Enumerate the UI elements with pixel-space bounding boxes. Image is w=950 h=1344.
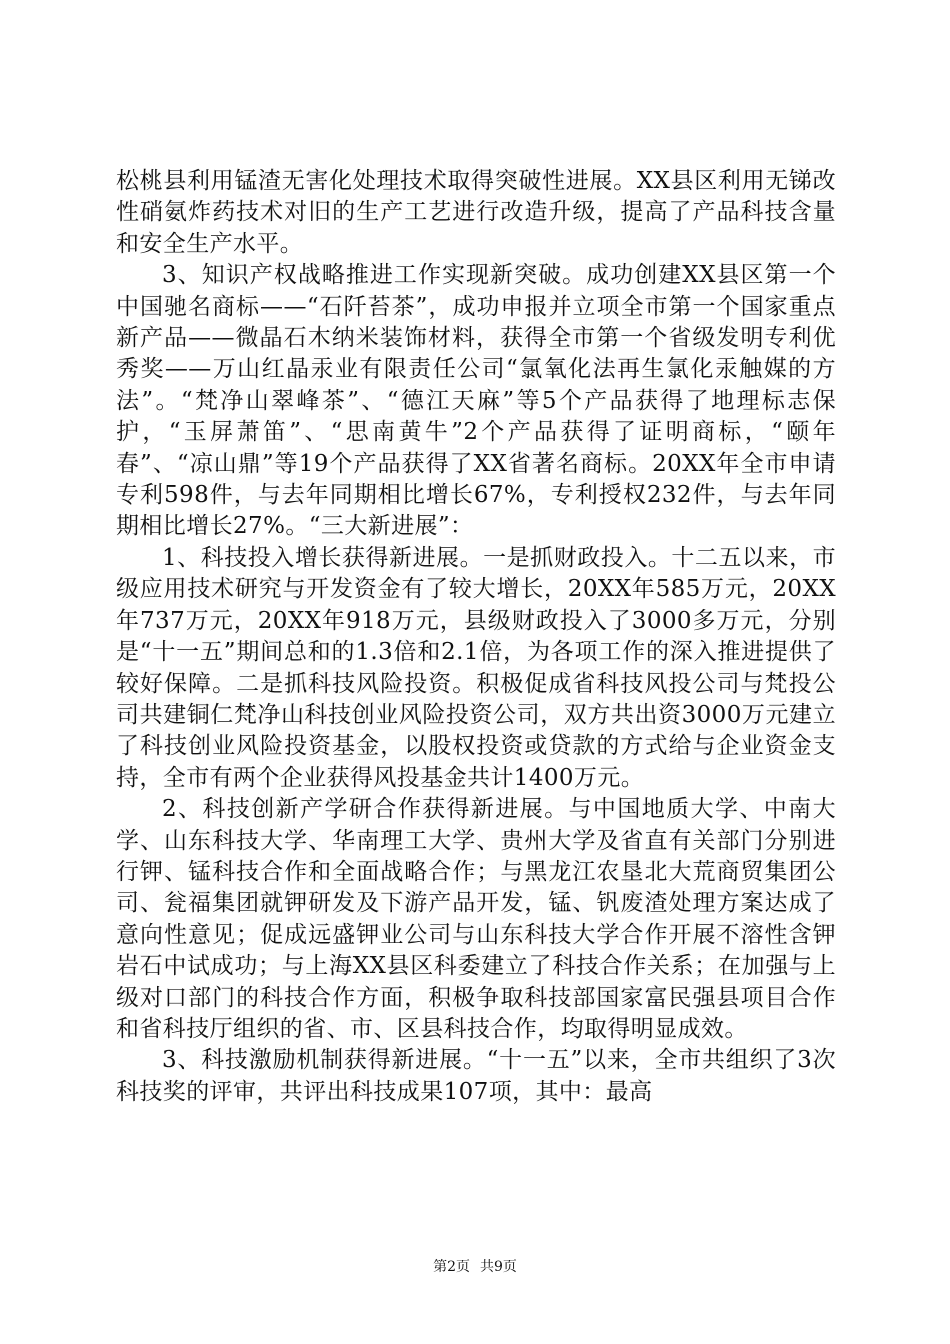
paragraph-5: 3、科技激励机制获得新进展。“十一五”以来，全市共组织了3次科技奖的评审，共评出科技成果107项，其中：最高 [116,1047,836,1105]
paragraph-3: 1、科技投入增长获得新进展。一是抓财政投入。十二五以来，市级应用技术研究与开发资金有了较大增长，20XX年585万元，20XX年737万元，20XX年918万元，县级财政投入了3000多万元，分别是“十一五”期间总和的1.3倍和2.1倍，为各项工作的深入推进提供了较好保障。二是抓科技风险投资。积极促成省科技风投公司与梵投公司共建铜仁梵净山科技创业风险投资公司，双方共出资3000万元建立了科技创业风险投资基金，以股权投资或贷款的方式给与企业资金支持，全市有两个企业获得风投基金共计1400万元。 [116,544,836,791]
paragraph-2: 3、知识产权战略推进工作实现新突破。成功创建XX县区第一个中国驰名商标——“石阡苔茶”，成功申报并立项全市第一个国家重点新产品——微晶石木纳米装饰材料，获得全市第一个省级发明专利优秀奖——万山红晶汞业有限责任公司“氯氧化法再生氯化汞触媒的方法”。“梵净山翠峰茶”、“德江天麻”等5个产品获得了地理标志保护，“玉屏萧笛”、“思南黄牛”2个产品获得了证明商标，“颐年春”、“凉山鼎”等19个产品获得了XX省著名商标。20XX年全市申请专利598件，与去年同期相比增长67%，专利授权232件，与去年同期相比增长27%。“三大新进展”： [116,262,836,540]
paragraph-4: 2、科技创新产学研合作获得新进展。与中国地质大学、中南大学、山东科技大学、华南理工大学、贵州大学及省直有关部门分别进行钾、锰科技合作和全面战略合作；与黑龙江农垦北大荒商贸集团公司、瓮福集团就钾研发及下游产品开发，锰、钒废渣处理方案达成了意向性意见；促成远盛钾业公司与山东科技大学合作开展不溶性含钾岩石中试成功；与上海XX县区科委建立了科技合作关系；在加强与上级对口部门的科技合作方面，积极争取科技部国家富民强县项目合作和省科技厅组织的省、市、区县科技合作，均取得明显成效。 [116,796,836,1042]
page-number: 第2页 [433,1259,470,1275]
page-total: 共9页 [480,1259,517,1275]
document-body [116,166,836,1108]
paragraph-1: 松桃县利用锰渣无害化处理技术取得突破性进展。XX县区利用无锑改性硝氨炸药技术对旧的生产工艺进行改造升级，提高了产品科技含量和安全生产水平。 [116,168,836,257]
page-footer [0,1256,950,1276]
